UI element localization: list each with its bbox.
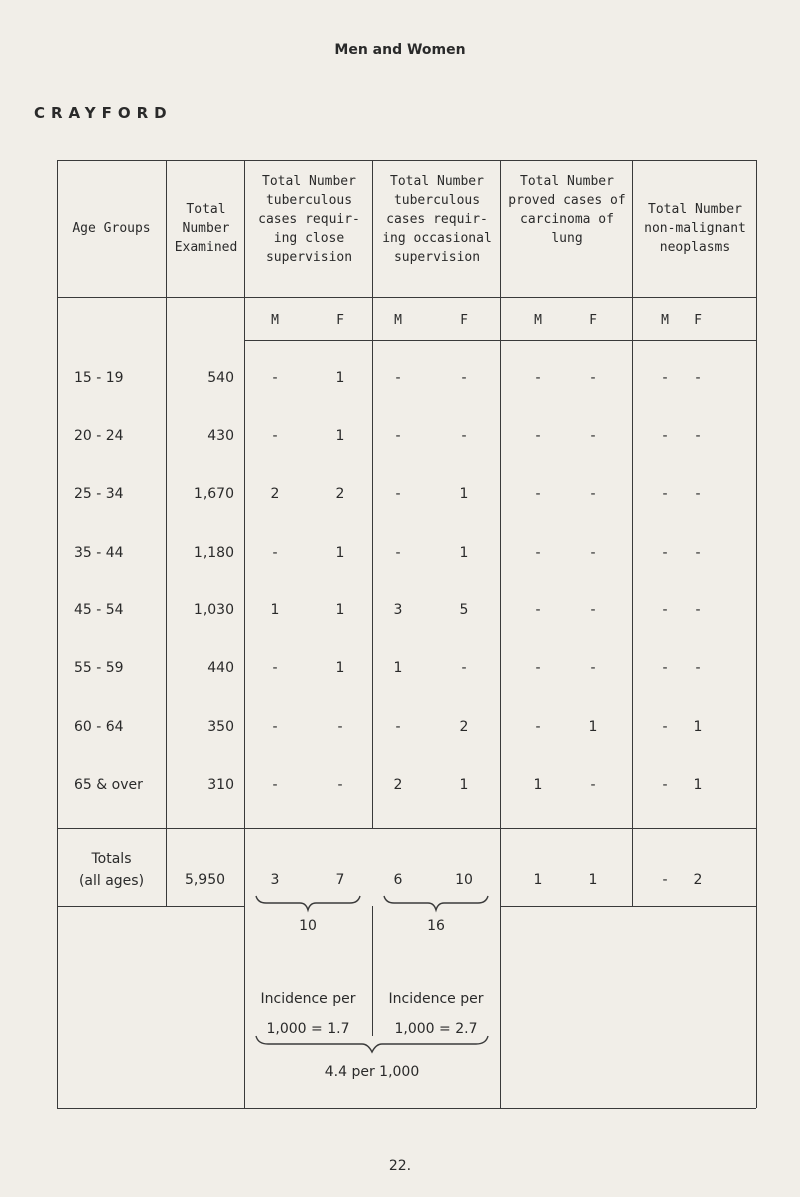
value-cell: 2	[270, 486, 280, 502]
value-cell: -	[395, 545, 401, 561]
value-cell: 1	[459, 777, 469, 793]
examined-cell: 540	[207, 370, 234, 386]
totals-braces	[244, 892, 500, 916]
value-cell: 1	[459, 486, 469, 502]
occasional-supervision-brace	[384, 896, 488, 910]
value-cell: -	[395, 486, 401, 502]
sex-label: M	[271, 313, 279, 328]
value-cell: -	[695, 602, 701, 618]
header-total-examined: Total Number Examined	[174, 202, 238, 255]
value-cell: -	[662, 428, 668, 444]
totals-label-line2: (all ages)	[78, 873, 145, 889]
value-cell: 2	[393, 777, 403, 793]
value-cell: -	[695, 370, 701, 386]
totals-value-cell: 10	[455, 872, 473, 888]
close-supervision-brace	[256, 896, 360, 910]
value-cell: -	[337, 777, 343, 793]
value-cell: 1	[533, 777, 543, 793]
header-tb-occasional: Total Number tuberculous cases requir- ing occasional supervision	[382, 174, 492, 265]
value-cell: -	[662, 370, 668, 386]
value-cell: 1	[335, 602, 345, 618]
totals-value-cell: 3	[270, 872, 280, 888]
combined-brace	[244, 1032, 500, 1058]
examined-cell: 1,670	[193, 486, 234, 502]
value-cell: -	[395, 370, 401, 386]
sex-label: M	[394, 313, 402, 328]
value-cell: -	[662, 777, 668, 793]
close-incidence-line1: Incidence per	[260, 991, 356, 1007]
value-cell: 2	[335, 486, 345, 502]
value-cell: -	[272, 545, 278, 561]
value-cell: -	[590, 370, 596, 386]
value-cell: -	[590, 777, 596, 793]
age-group-cell: 25 - 34	[74, 486, 124, 502]
examined-cell: 310	[207, 777, 234, 793]
value-cell: -	[590, 428, 596, 444]
totals-value-cell: 7	[335, 872, 345, 888]
value-cell: -	[662, 660, 668, 676]
value-cell: 3	[393, 602, 403, 618]
value-cell: 1	[270, 602, 280, 618]
value-cell: -	[535, 719, 541, 735]
header-age-groups: Age Groups	[72, 221, 151, 236]
totals-examined: 5,950	[184, 872, 226, 888]
value-cell: 1	[335, 660, 345, 676]
close-supervision-total: 10	[299, 918, 317, 934]
examined-cell: 430	[207, 428, 234, 444]
value-cell: 1	[335, 370, 345, 386]
value-cell: 1	[693, 719, 703, 735]
age-group-cell: 55 - 59	[74, 660, 124, 676]
age-group-cell: 35 - 44	[74, 545, 124, 561]
age-group-cell: 45 - 54	[74, 602, 124, 618]
value-cell: -	[272, 660, 278, 676]
header-non-malignant: Total Number non-malignant neoplasms	[644, 202, 746, 255]
value-cell: 5	[459, 602, 469, 618]
value-cell: -	[535, 370, 541, 386]
value-cell: 2	[459, 719, 469, 735]
page-title: Men and Women	[334, 42, 466, 58]
totals-value-cell: 1	[588, 872, 598, 888]
age-group-cell: 65 & over	[74, 777, 143, 793]
district-name: CRAYFORD	[34, 104, 173, 122]
value-cell: -	[662, 545, 668, 561]
totals-value-cell: 1	[533, 872, 543, 888]
occasional-supervision-total: 16	[427, 918, 445, 934]
occasional-incidence-line1: Incidence per	[388, 991, 484, 1007]
value-cell: -	[695, 486, 701, 502]
age-group-cell: 20 - 24	[74, 428, 124, 444]
examined-cell: 1,180	[193, 545, 234, 561]
value-cell: -	[695, 660, 701, 676]
page-number: 22.	[388, 1158, 412, 1174]
value-cell: -	[272, 719, 278, 735]
occasional-incidence-line2: 1,000 = 2.7	[394, 1021, 478, 1037]
value-cell: -	[590, 486, 596, 502]
totals-value-cell: -	[662, 872, 668, 888]
totals-label	[57, 848, 166, 892]
combined-incidence: 4.4 per 1,000	[324, 1064, 420, 1080]
age-group-cell: 15 - 19	[74, 370, 124, 386]
sex-label: M	[661, 313, 669, 328]
value-cell: -	[272, 777, 278, 793]
value-cell: -	[590, 545, 596, 561]
sex-label: F	[589, 313, 597, 328]
value-cell: 1	[393, 660, 403, 676]
age-group-cell: 60 - 64	[74, 719, 124, 735]
value-cell: -	[461, 428, 467, 444]
value-cell: -	[535, 660, 541, 676]
value-cell: -	[695, 428, 701, 444]
header-carcinoma: Total Number proved cases of carcinoma of lung	[508, 174, 626, 246]
value-cell: -	[590, 602, 596, 618]
value-cell: -	[535, 602, 541, 618]
value-cell: -	[461, 660, 467, 676]
totals-label-line1: Totals	[91, 851, 132, 867]
value-cell: -	[662, 602, 668, 618]
header-tb-close: Total Number tuberculous cases requir- ing close supervision	[258, 174, 360, 265]
examined-cell: 440	[207, 660, 234, 676]
value-cell: 1	[693, 777, 703, 793]
value-cell: -	[535, 486, 541, 502]
value-cell: -	[535, 545, 541, 561]
value-cell: -	[337, 719, 343, 735]
value-cell: -	[461, 370, 467, 386]
value-cell: -	[590, 660, 596, 676]
value-cell: 1	[335, 545, 345, 561]
examined-cell: 350	[207, 719, 234, 735]
value-cell: -	[395, 719, 401, 735]
value-cell: -	[662, 486, 668, 502]
close-incidence-line2: 1,000 = 1.7	[266, 1021, 350, 1037]
totals-value-cell: 6	[393, 872, 403, 888]
value-cell: -	[535, 428, 541, 444]
value-cell: 1	[588, 719, 598, 735]
sex-label: F	[336, 313, 344, 328]
value-cell: -	[272, 428, 278, 444]
value-cell: 1	[335, 428, 345, 444]
examined-cell: 1,030	[193, 602, 234, 618]
sex-label: F	[694, 313, 702, 328]
sex-label: M	[534, 313, 542, 328]
sex-label: F	[460, 313, 468, 328]
value-cell: 1	[459, 545, 469, 561]
value-cell: -	[695, 545, 701, 561]
value-cell: -	[395, 428, 401, 444]
value-cell: -	[272, 370, 278, 386]
totals-value-cell: 2	[693, 872, 703, 888]
value-cell: -	[662, 719, 668, 735]
